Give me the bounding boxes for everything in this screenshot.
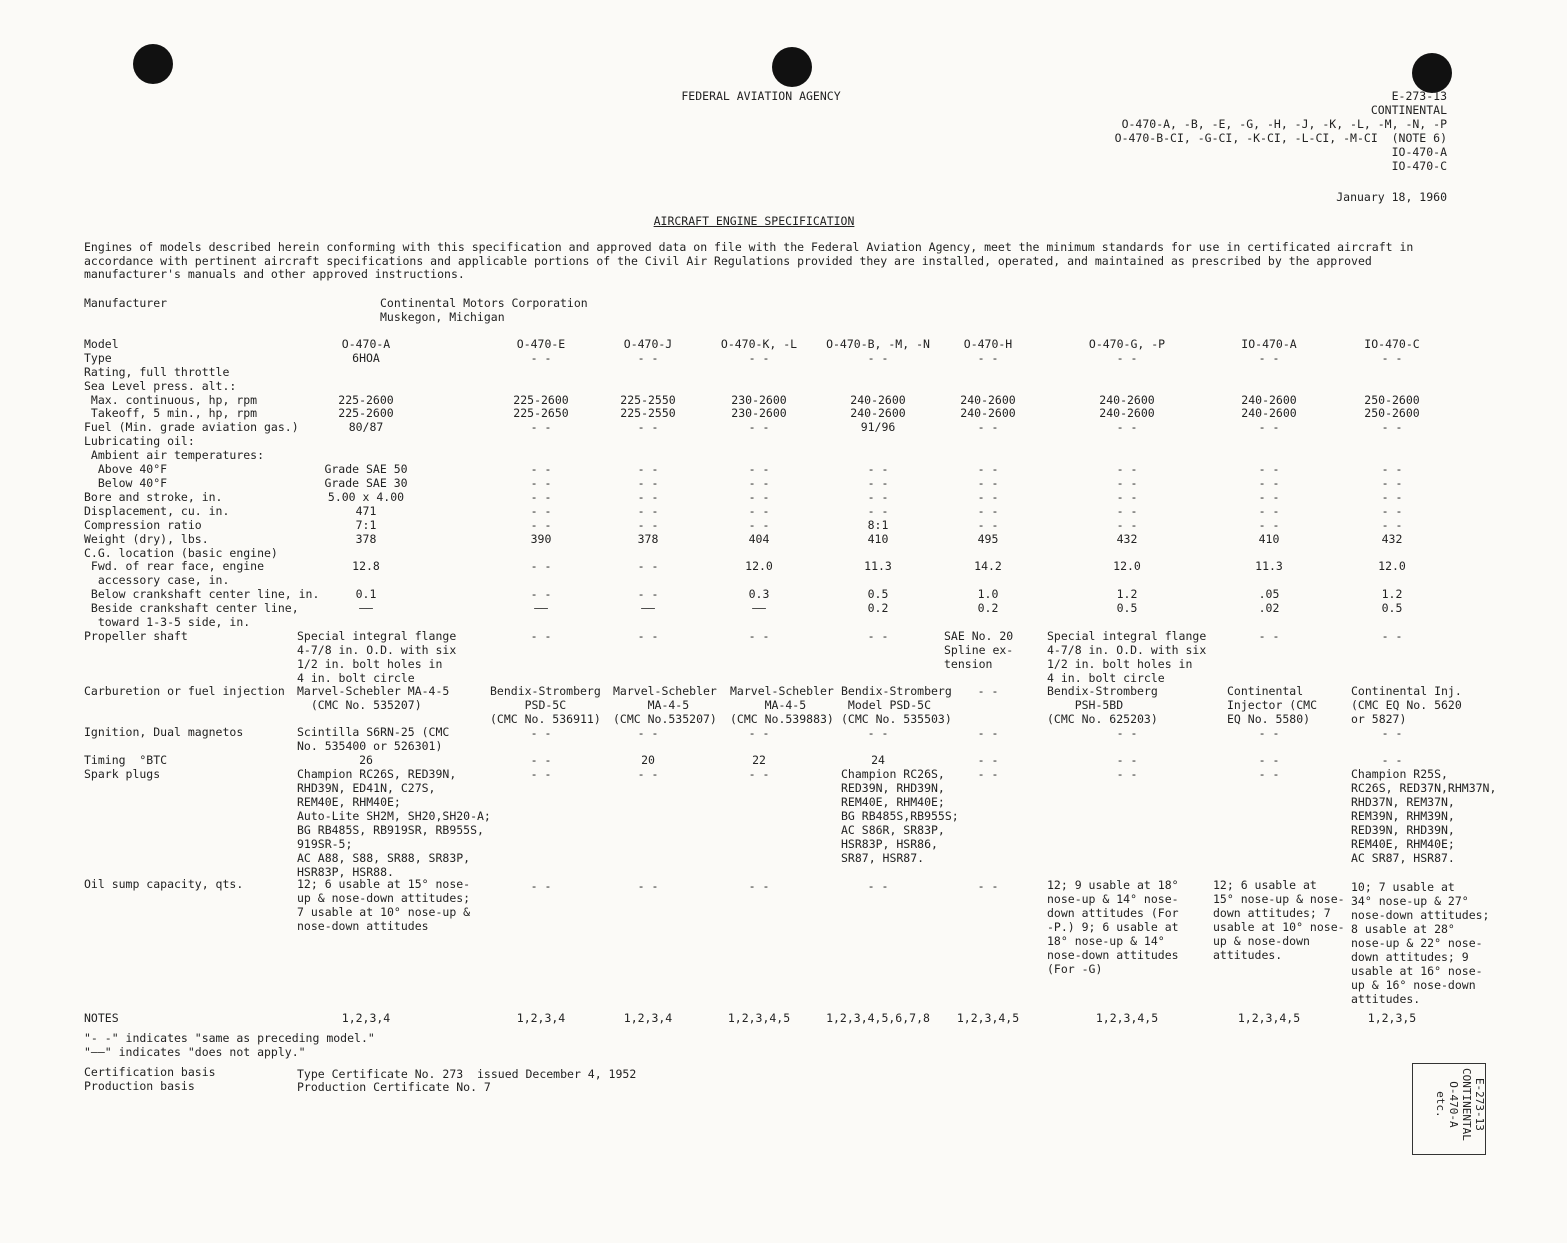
cell-model-g: O-470-G, -P (1088, 337, 1166, 351)
row-label-amb: Ambient air temperatures: (84, 448, 265, 462)
cell-ign-a: Scintilla S6RN-25 (CMC No. 535400 or 526301) (297, 725, 450, 753)
cell-model-a: O-470-A (341, 337, 391, 351)
spec-number: E-273-13 (1391, 89, 1447, 103)
cell-model-ioa: IO-470-A (1241, 337, 1297, 351)
cell-below-b: - - (867, 476, 889, 490)
cell-spark-a: Champion RC26S, RED39N, RHD39N, ED41N, C27S, REM40E, RHM40E; Auto-Lite SH2M, SH20,SH20-A; BG RB485S, RB919SR, RB955S, 919SR-5; AC A88, S88, SR88, SR83P, HSR83P, HSR88. (297, 767, 491, 879)
cell-max-g: 240-2600 (1099, 393, 1155, 407)
cell-above-g: - - (1116, 462, 1138, 476)
models-line-2: O-470-B-CI, -G-CI, -K-CI, -L-CI, -M-CI (NOTE 6) (1114, 131, 1447, 145)
cell-oil-e: - - (530, 879, 552, 893)
cert-basis-value: Type Certificate No. 273 issued December 4, 1952 (297, 1067, 637, 1081)
cell-prop-b: - - (867, 629, 889, 643)
cell-disp-ioc: - - (1381, 504, 1403, 518)
row-label-cert: Certification basis (84, 1065, 216, 1079)
cell-timing-ioc: - - (1381, 753, 1403, 767)
cell-belowcs-ioc: 1.2 (1381, 587, 1403, 601)
cell-spark-b: Champion RC26S, RED39N, RHD39N, REM40E, RHM40E; BG RB485S,RB955S; AC S86R, SR83P, HSR83P, HSR86, SR87, HSR87. (841, 767, 959, 865)
cell-oil-h: - - (977, 879, 999, 893)
cell-beside-j: —— (641, 601, 655, 615)
cell-beside-ioc: 0.5 (1381, 601, 1403, 615)
cell-ign-e: - - (530, 726, 552, 740)
row-label-above: Above 40°F (84, 462, 168, 476)
punch-hole-center (772, 47, 812, 87)
cell-type-ioc: - - (1381, 351, 1403, 365)
cell-type-g: - - (1116, 351, 1138, 365)
cell-fuel-ioc: - - (1381, 420, 1403, 434)
cell-max-a: 225-2600 (338, 393, 394, 407)
cell-disp-a: 471 (355, 504, 377, 518)
cell-ign-g: - - (1116, 726, 1138, 740)
punch-hole-right (1412, 53, 1452, 93)
row-label-fuel: Fuel (Min. grade aviation gas.) (84, 420, 299, 434)
models-line-4: IO-470-C (1391, 159, 1447, 173)
cell-bore-ioc: - - (1381, 490, 1403, 504)
cell-weight-j: 378 (637, 532, 659, 546)
row-label-legend2: "——" indicates "does not apply." (84, 1045, 306, 1059)
manufacturer-label: Manufacturer (84, 296, 168, 310)
cell-disp-e: - - (530, 504, 552, 518)
row-label-sea: Sea Level press. alt.: (84, 379, 237, 393)
file-stamp-text: E-273-13 CONTINENTAL O-470-A etc. (1434, 1068, 1486, 1141)
cell-oil-j: - - (637, 879, 659, 893)
cell-fuel-b: 91/96 (860, 420, 896, 434)
cell-fwd-b: 11.3 (864, 559, 892, 573)
cell-carb-k: Marvel-Schebler MA-4-5 (CMC No.539883) (730, 684, 834, 726)
cell-bore-a: 5.00 x 4.00 (327, 490, 405, 504)
cell-max-h: 240-2600 (960, 393, 1016, 407)
cell-notes-e: 1,2,3,4 (516, 1011, 566, 1025)
cell-above-k: - - (748, 462, 770, 476)
cell-above-a: Grade SAE 50 (324, 462, 408, 476)
cell-bore-j: - - (637, 490, 659, 504)
cell-max-ioc: 250-2600 (1364, 393, 1420, 407)
cell-weight-a: 378 (355, 532, 377, 546)
cell-belowcs-h: 1.0 (977, 587, 999, 601)
cell-prop-g: Special integral flange 4-7/8 in. O.D. with six 1/2 in. bolt holes in 4 in. bolt circle (1047, 629, 1207, 685)
row-label-carb: Carburetion or fuel injection (84, 684, 285, 698)
cell-takeoff-ioa: 240-2600 (1241, 406, 1297, 420)
cell-model-b: O-470-B, -M, -N (826, 337, 930, 351)
cell-weight-k: 404 (748, 532, 770, 546)
prod-basis-value: Production Certificate No. 7 (297, 1080, 491, 1094)
cell-below-a: Grade SAE 30 (324, 476, 408, 490)
cell-fuel-h: - - (977, 420, 999, 434)
cell-fuel-g: - - (1116, 420, 1138, 434)
cell-belowcs-a: 0.1 (355, 587, 377, 601)
cell-prop-ioc: - - (1381, 629, 1403, 643)
row-label-ign: Ignition, Dual magnetos (84, 725, 244, 739)
cell-below-k: - - (748, 476, 770, 490)
cell-beside-a: —— (359, 601, 373, 615)
cell-beside-g: 0.5 (1116, 601, 1138, 615)
row-label-max: Max. continuous, hp, rpm (84, 393, 258, 407)
cell-takeoff-ioc: 250-2600 (1364, 406, 1420, 420)
row-label-cg: C.G. location (basic engine) (84, 546, 278, 560)
cell-carb-ioc: Continental Inj. (CMC EQ No. 5620 or 5827) (1351, 684, 1462, 726)
intro-paragraph: Engines of models described herein conforming with this specification and approved data on file with the Federal Aviation Agency, meet the minimum standards for use in certificated aircraft in accordance with pertinent aircraft specifications and applicable portions of the Civil Air Regulations provided they are installed, operated, and maintained as prescribed by the approved manufacturer's manuals and other approved instructions. (84, 240, 1414, 281)
cell-disp-b: - - (867, 504, 889, 518)
cell-type-b: - - (867, 351, 889, 365)
cell-timing-k: 22 (752, 753, 766, 767)
cell-prop-k: - - (748, 629, 770, 643)
cell-prop-e: - - (530, 629, 552, 643)
cell-comp-k: - - (748, 518, 770, 532)
cell-takeoff-j: 225-2550 (620, 406, 676, 420)
cell-bore-k: - - (748, 490, 770, 504)
cell-belowcs-k: 0.3 (748, 587, 770, 601)
cell-fwd-ioc: 12.0 (1378, 559, 1406, 573)
cell-notes-ioa: 1,2,3,4,5 (1237, 1011, 1301, 1025)
cell-ign-ioa: - - (1258, 726, 1280, 740)
cell-disp-k: - - (748, 504, 770, 518)
cell-ign-ioc: - - (1381, 726, 1403, 740)
cell-below-j: - - (637, 476, 659, 490)
cell-timing-e: - - (530, 753, 552, 767)
row-label-fwd2: accessory case, in. (84, 573, 230, 587)
cell-max-b: 240-2600 (850, 393, 906, 407)
manufacturer-short: CONTINENTAL (1370, 103, 1447, 117)
row-label-legend1: "- -" indicates "same as preceding model." (84, 1031, 375, 1045)
cell-below-ioa: - - (1258, 476, 1280, 490)
cell-model-e: O-470-E (516, 337, 566, 351)
cell-weight-b: 410 (867, 532, 889, 546)
cell-timing-ioa: - - (1258, 753, 1280, 767)
row-label-spark: Spark plugs (84, 767, 161, 781)
cell-max-k: 230-2600 (731, 393, 787, 407)
issue-date: January 18, 1960 (1336, 190, 1447, 204)
cell-carb-g: Bendix-Stromberg PSH-5BD (CMC No. 625203) (1047, 684, 1158, 726)
cell-fwd-j: - - (637, 559, 659, 573)
cell-bore-ioa: - - (1258, 490, 1280, 504)
cell-carb-e: Bendix-Stromberg PSD-5C (CMC No. 536911) (490, 684, 601, 726)
cell-timing-a: 26 (359, 753, 373, 767)
cell-type-ioa: - - (1258, 351, 1280, 365)
cell-takeoff-h: 240-2600 (960, 406, 1016, 420)
cell-belowcs-ioa: .05 (1258, 587, 1280, 601)
cell-weight-e: 390 (530, 532, 552, 546)
cell-spark-h: - - (977, 767, 999, 781)
cell-oil-b: - - (867, 879, 889, 893)
row-label-lub: Lubricating oil: (84, 434, 195, 448)
cell-above-ioc: - - (1381, 462, 1403, 476)
cell-type-j: - - (637, 351, 659, 365)
document-title: AIRCRAFT ENGINE SPECIFICATION (653, 214, 855, 228)
cell-carb-h: - - (977, 684, 999, 698)
cell-type-a: 6HOA (352, 351, 380, 365)
cell-beside-h: 0.2 (977, 601, 999, 615)
cell-fwd-h: 14.2 (974, 559, 1002, 573)
cell-belowcs-g: 1.2 (1116, 587, 1138, 601)
cell-spark-g: - - (1116, 767, 1138, 781)
cell-below-e: - - (530, 476, 552, 490)
cell-above-ioa: - - (1258, 462, 1280, 476)
cell-oil-ioc: 10; 7 usable at 34° nose-up & 27° nose-down attitudes; 8 usable at 28° nose-up & 22° nose- down attitudes; 9 usable at 16° nose- up & 16° nose-down attitudes. (1351, 880, 1490, 1006)
cell-prop-ioa: - - (1258, 629, 1280, 643)
cell-below-h: - - (977, 476, 999, 490)
punch-hole-left (133, 44, 173, 84)
cell-takeoff-a: 225-2600 (338, 406, 394, 420)
cell-spark-k: - - (748, 767, 770, 781)
cell-model-k: O-470-K, -L (720, 337, 798, 351)
cell-prop-h: SAE No. 20 Spline ex- tension (944, 629, 1014, 671)
cell-disp-g: - - (1116, 504, 1138, 518)
cell-type-k: - - (748, 351, 770, 365)
cell-comp-ioc: - - (1381, 518, 1403, 532)
cell-above-e: - - (530, 462, 552, 476)
cell-model-j: O-470-J (623, 337, 673, 351)
cell-fuel-a: 80/87 (348, 420, 384, 434)
row-label-notes: NOTES (84, 1011, 119, 1025)
cell-fuel-e: - - (530, 420, 552, 434)
row-label-beside1: Beside crankshaft center line, (84, 601, 299, 615)
models-line-1: O-470-A, -B, -E, -G, -H, -J, -K, -L, -M, -N, -P (1121, 117, 1447, 131)
cell-max-j: 225-2550 (620, 393, 676, 407)
cell-belowcs-b: 0.5 (867, 587, 889, 601)
cell-above-j: - - (637, 462, 659, 476)
cell-takeoff-k: 230-2600 (731, 406, 787, 420)
cell-takeoff-e: 225-2650 (513, 406, 569, 420)
cell-disp-ioa: - - (1258, 504, 1280, 518)
row-label-fwd1: Fwd. of rear face, engine (84, 559, 265, 573)
cell-fwd-g: 12.0 (1113, 559, 1141, 573)
cell-fwd-e: - - (530, 559, 552, 573)
cell-carb-ioa: Continental Injector (CMC EQ No. 5580) (1227, 684, 1318, 726)
cell-fwd-k: 12.0 (745, 559, 773, 573)
cell-comp-b: 8:1 (867, 518, 889, 532)
agency-name: FEDERAL AVIATION AGENCY (681, 89, 841, 103)
cell-notes-h: 1,2,3,4,5 (956, 1011, 1020, 1025)
cell-notes-j: 1,2,3,4 (623, 1011, 673, 1025)
cell-notes-b: 1,2,3,4,5,6,7,8 (826, 1011, 930, 1025)
cell-notes-g: 1,2,3,4,5 (1095, 1011, 1159, 1025)
cell-above-h: - - (977, 462, 999, 476)
cell-max-e: 225-2600 (513, 393, 569, 407)
cell-spark-j: - - (637, 767, 659, 781)
cell-model-h: O-470-H (963, 337, 1013, 351)
cell-disp-h: - - (977, 504, 999, 518)
cell-comp-ioa: - - (1258, 518, 1280, 532)
cell-fuel-ioa: - - (1258, 420, 1280, 434)
cell-type-e: - - (530, 351, 552, 365)
cell-timing-b: 24 (871, 753, 885, 767)
cell-bore-h: - - (977, 490, 999, 504)
cell-notes-a: 1,2,3,4 (341, 1011, 391, 1025)
cell-below-ioc: - - (1381, 476, 1403, 490)
cell-bore-b: - - (867, 490, 889, 504)
manufacturer-city: Muskegon, Michigan (380, 310, 505, 324)
row-label-belowcs: Below crankshaft center line, in. (84, 587, 320, 601)
row-label-oil: Oil sump capacity, qts. (84, 877, 244, 891)
manufacturer-name: Continental Motors Corporation (380, 296, 588, 310)
row-label-timing: Timing °BTC (84, 753, 168, 767)
cell-oil-g: 12; 9 usable at 18° nose-up & 14° nose- down attitudes (For -P.) 9; 6 usable at 18° nose-up & 14° nose-down attitudes (For -G) (1047, 878, 1179, 976)
cell-prop-j: - - (637, 629, 659, 643)
cell-notes-k: 1,2,3,4,5 (727, 1011, 791, 1025)
cell-ign-k: - - (748, 726, 770, 740)
cell-weight-ioa: 410 (1258, 532, 1280, 546)
cell-timing-h: - - (977, 753, 999, 767)
cell-carb-a: Marvel-Schebler MA-4-5 (CMC No. 535207) (297, 684, 450, 712)
cell-ign-b: - - (867, 726, 889, 740)
cell-comp-h: - - (977, 518, 999, 532)
cell-notes-ioc: 1,2,3,5 (1367, 1011, 1417, 1025)
cell-belowcs-j: - - (637, 587, 659, 601)
cell-prop-a: Special integral flange 4-7/8 in. O.D. with six 1/2 in. bolt holes in 4 in. bolt circle (297, 629, 457, 685)
cell-beside-e: —— (534, 601, 548, 615)
cell-max-ioa: 240-2600 (1241, 393, 1297, 407)
row-label-disp: Displacement, cu. in. (84, 504, 230, 518)
row-label-below: Below 40°F (84, 476, 168, 490)
cell-oil-k: - - (748, 879, 770, 893)
cell-fwd-a: 12.8 (352, 559, 380, 573)
cell-fuel-j: - - (637, 420, 659, 434)
row-label-rating: Rating, full throttle (84, 365, 230, 379)
row-label-beside2: toward 1-3-5 side, in. (84, 615, 251, 629)
cell-ign-h: - - (977, 726, 999, 740)
row-label-model: Model (84, 337, 119, 351)
row-label-prod: Production basis (84, 1079, 195, 1093)
cell-fwd-ioa: 11.3 (1255, 559, 1283, 573)
row-label-bore: Bore and stroke, in. (84, 490, 223, 504)
cell-timing-j: 20 (641, 753, 655, 767)
cell-disp-j: - - (637, 504, 659, 518)
cell-type-h: - - (977, 351, 999, 365)
cell-comp-e: - - (530, 518, 552, 532)
cell-belowcs-e: - - (530, 587, 552, 601)
cell-beside-b: 0.2 (867, 601, 889, 615)
cell-below-g: - - (1116, 476, 1138, 490)
models-line-3: IO-470-A (1391, 145, 1447, 159)
row-label-takeoff: Takeoff, 5 min., hp, rpm (84, 406, 258, 420)
cell-weight-h: 495 (977, 532, 999, 546)
cell-oil-a: 12; 6 usable at 15° nose- up & nose-down attitudes; 7 usable at 10° nose-up & nose-down attitudes (297, 877, 471, 933)
row-label-type: Type (84, 351, 112, 365)
cell-takeoff-b: 240-2600 (850, 406, 906, 420)
cell-bore-g: - - (1116, 490, 1138, 504)
cell-oil-ioa: 12; 6 usable at 15° nose-up & nose- down attitudes; 7 usable at 10° nose- up & nose-down attitudes. (1213, 878, 1345, 962)
cell-carb-j: Marvel-Schebler MA-4-5 (CMC No.535207) (613, 684, 717, 726)
cell-timing-g: - - (1116, 753, 1138, 767)
cell-fuel-k: - - (748, 420, 770, 434)
cell-model-ioc: IO-470-C (1364, 337, 1420, 351)
cell-takeoff-g: 240-2600 (1099, 406, 1155, 420)
cell-beside-ioa: .02 (1258, 601, 1280, 615)
cell-comp-g: - - (1116, 518, 1138, 532)
row-label-weight: Weight (dry), lbs. (84, 532, 209, 546)
cell-weight-ioc: 432 (1381, 532, 1403, 546)
row-label-prop: Propeller shaft (84, 629, 188, 643)
cell-bore-e: - - (530, 490, 552, 504)
cell-spark-ioc: Champion R25S, RC26S, RED37N,RHM37N, RHD37N, REM37N, REM39N, RHM39N, RED39N, RHD39N, REM40E, RHM40E; AC SR87, HSR87. (1351, 767, 1497, 865)
cell-spark-ioa: - - (1258, 767, 1280, 781)
cell-weight-g: 432 (1116, 532, 1138, 546)
cell-ign-j: - - (637, 726, 659, 740)
cell-comp-a: 7:1 (355, 518, 377, 532)
cell-above-b: - - (867, 462, 889, 476)
cell-carb-b: Bendix-Stromberg Model PSD-5C (CMC No. 535503) (841, 684, 952, 726)
cell-comp-j: - - (637, 518, 659, 532)
cell-beside-k: —— (752, 601, 766, 615)
row-label-comp: Compression ratio (84, 518, 202, 532)
cell-spark-e: - - (530, 767, 552, 781)
